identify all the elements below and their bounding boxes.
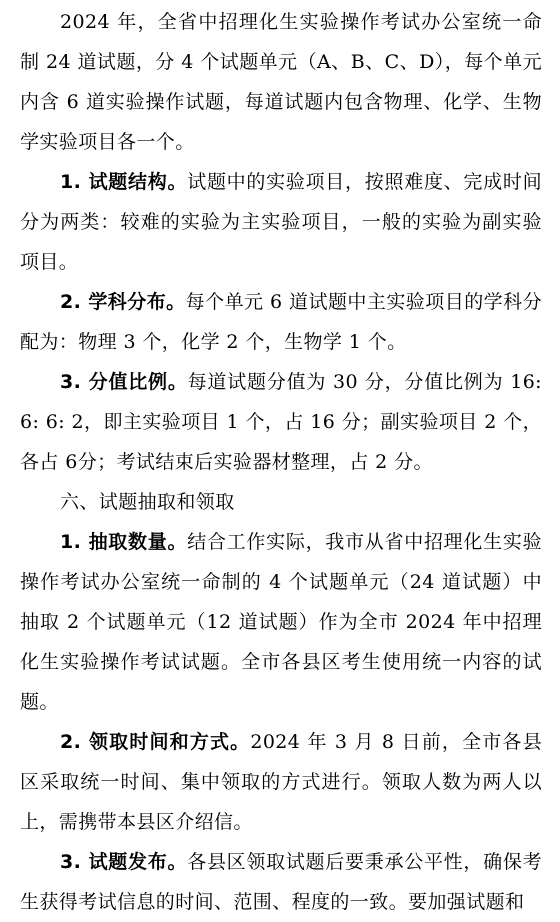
- section-heading: 六、试题抽取和领取: [60, 491, 235, 513]
- paragraph-test-release: [0, 842, 542, 922]
- paragraph-text: 每道试题分值为 30 分，分值比例为 16: 6: 6: 2，即主实验项目 1 个，占 16 分；副实验项目 2 个，各占 6分；考试结束后实验器材整理，占 2 分。: [20, 371, 542, 473]
- paragraph-text: 2024 年，全省中招理化生实验操作考试办公室统一命制 24 道试题，分 4 个试题单元（A、B、C、D），每个单元内含 6 道实验操作试题，每道试题内包含物理、化学、生物学实验项目各一个。: [20, 11, 542, 153]
- paragraph-title: 2. 学科分布。: [60, 291, 186, 313]
- paragraph-collection-time: [0, 722, 542, 842]
- paragraph-title: 3. 分值比例。: [60, 371, 188, 393]
- paragraph-title: 2. 领取时间和方式。: [60, 731, 251, 753]
- paragraph-title: 3. 试题发布。: [60, 851, 188, 873]
- paragraph-exam-overview: [0, 2, 542, 162]
- paragraph-text: 2024 年 3 月 8 日前，全市各县区采取统一时间、集中领取的方式进行。领取人数为两人以上，需携带本县区介绍信。: [20, 731, 542, 833]
- paragraph-text: 结合工作实际，我市从省中招理化生实验操作考试办公室统一命制的 4 个试题单元（24 道试题）中抽取 2 个试题单元（12 道试题）作为全市 2024 年中招理化生实验操作考试试题。全市各县区考生使用统一内容的试题。: [20, 531, 542, 713]
- paragraph-test-structure: [0, 162, 542, 282]
- paragraph-text: 各县区领取试题后要秉承公平性，确保考生获得考试信息的时间、范围、程度的一致。要加强试题和: [20, 851, 542, 913]
- paragraph-title: 1. 试题结构。: [60, 171, 188, 193]
- paragraph-selection-quantity: [0, 522, 542, 722]
- paragraph-score-ratio: [0, 362, 542, 482]
- paragraph-title: 1. 抽取数量。: [60, 531, 188, 553]
- paragraph-subject-distribution: [0, 282, 542, 362]
- paragraph-text: 试题中的实验项目，按照难度、完成时间分为两类：较难的实验为主实验项目，一般的实验为副实验项目。: [20, 171, 542, 273]
- paragraph-text: 每个单元 6 道试题中主实验项目的学科分配为：物理 3 个，化学 2 个，生物学 1 个。: [20, 291, 542, 353]
